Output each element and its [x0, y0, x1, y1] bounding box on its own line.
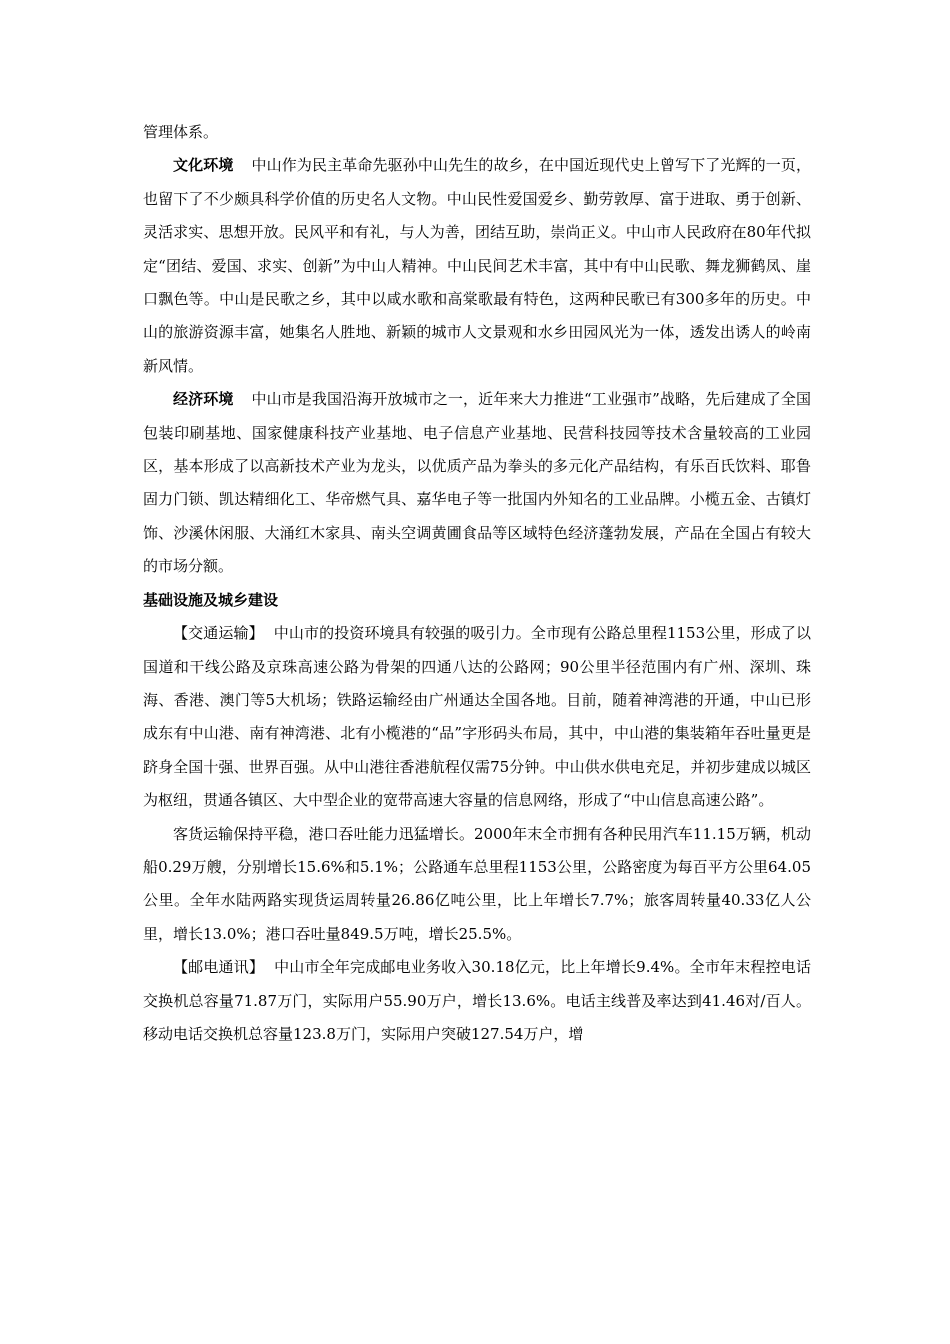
economy-text: 中山市是我国沿海开放城市之一，近年来大力推进“工业强市”战略，先后建成了全国包装印刷基地、国家健康科技产业基地、电子信息产业基地、民营科技园等技术含量较高的工业园区，基本形成了以高新技术产业为龙头，以优质产品为拳头的多元化产品结构，有乐百氏饮料、耶鲁固力门锁、凯达精细化工、华帝燃气具、嘉华电子等一批国内外知名的工业品牌。小榄五金、古镇灯饰、沙溪休闲服、大涌红木家具、南头空调黄圃食品等区域特色经济蓬勃发展，产品在全国占有较大的市场分额。 [143, 390, 811, 576]
document-body [143, 116, 811, 1051]
telecom-text: 中山市全年完成邮电业务收入30.18亿元，比上年增长9.4%。全市年末程控电话交换机总容量71.87万门，实际用户55.90万户，增长13.6%。电话主线普及率达到41.46对/百人。移动电话交换机总容量123.8万门，实际用户突破127.54万户，增 [143, 958, 811, 1043]
culture-heading: 文化环境 [173, 156, 234, 175]
culture-text: 中山作为民主革命先驱孙中山先生的故乡，在中国近现代史上曾写下了光辉的一页，也留下了不少颇具科学价值的历史名人文物。中山民性爱国爱乡、勤劳敦厚、富于进取、勇于创新、灵活求实、思想开放。民风平和有礼，与人为善，团结互助，崇尚正义。中山市人民政府在80年代拟定“团结、爱国、求实、创新”为中山人精神。中山民间艺术丰富，其中有中山民歌、舞龙狮鹤凤、崖口飘色等。中山是民歌之乡，其中以咸水歌和高棠歌最有特色，这两种民歌已有300多年的历史。中山的旅游资源丰富，她集名人胜地、新颖的城市人文景观和水乡田园风光为一体，透发出诱人的岭南新风情。 [143, 156, 811, 375]
paragraph-culture [143, 149, 811, 383]
paragraph-telecom [143, 951, 811, 1051]
telecom-heading: 【邮电通讯】 [173, 958, 265, 977]
freight-text: 客货运输保持平稳，港口吞吐能力迅猛增长。2000年末全市拥有各种民用汽车11.15万辆，机动船0.29万艘，分别增长15.6%和5.1%；公路通车总里程1153公里，公路密度为每百平方公里64.05公里。全年水陆两路实现货运周转量26.86亿吨公里，比上年增长7.7%；旅客周转量40.33亿人公里，增长13.0%；港口吞吐量849.5万吨，增长25.5%。 [143, 824, 811, 943]
paragraph-freight [143, 818, 811, 952]
continuation-text: 管理体系。 [143, 123, 219, 141]
transport-text: 中山市的投资环境具有较强的吸引力。全市现有公路总里程1153公里，形成了以国道和干线公路及京珠高速公路为骨架的四通八达的公路网；90公里半径范围内有广州、深圳、珠海、香港、澳门等5大机场；铁路运输经由广州通达全国各地。目前，随着神湾港的开通，中山已形成东有中山港、南有神湾港、北有小榄港的“品”字形码头布局，其中，中山港的集装箱年吞吐量更是跻身全国十强、世界百强。从中山港往香港航程仅需75分钟。中山供水供电充足，并初步建成以城区为枢纽，贯通各镇区、大中型企业的宽带高速大容量的信息网络，形成了“中山信息高速公路”。 [143, 624, 811, 810]
section-title: 基础设施及城乡建设 [143, 590, 279, 609]
transport-heading: 【交通运输】 [173, 624, 264, 643]
economy-heading: 经济环境 [173, 390, 234, 409]
paragraph-continuation [143, 116, 811, 149]
paragraph-transport [143, 617, 811, 817]
paragraph-economy [143, 383, 811, 583]
